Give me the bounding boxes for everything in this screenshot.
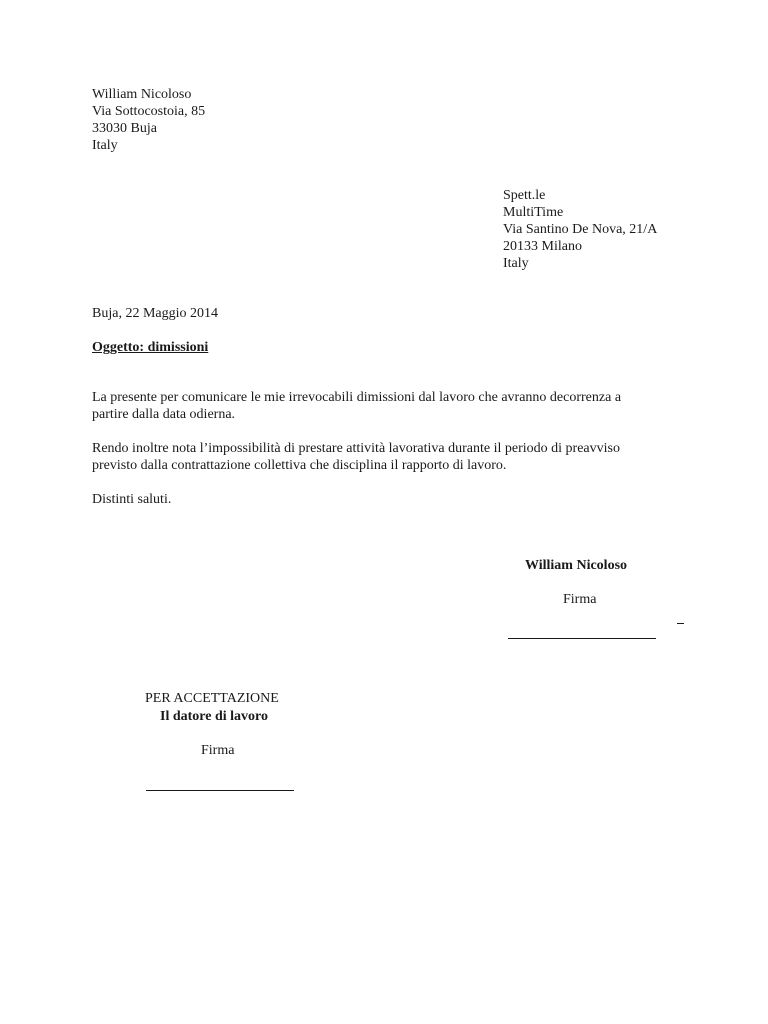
sender-country: Italy [92,138,118,153]
sender-city: 33030 Buja [92,121,157,136]
recipient-street: Via Santino De Nova, 21/A [503,222,658,237]
body-paragraph-2-line-2: previsto dalla contrattazione collettiva che disciplina il rapporto di lavoro. [92,458,507,473]
acceptance-signature-line [146,790,294,791]
sender-address-block [92,86,205,154]
recipient-salutation: Spett.le [503,188,546,203]
body-paragraph-1-line-1: La presente per comunicare le mie irrevocabili dimissioni dal lavoro che avranno decorrenza a [92,390,622,405]
acceptance-firma-label: Firma [201,743,235,758]
closing-line: Distinti saluti. [92,492,172,507]
date-line: Buja, 22 Maggio 2014 [92,306,218,321]
signature-line [508,638,656,639]
signature-firma-label: Firma [563,592,597,607]
sender-street: Via Sottocostoia, 85 [92,104,206,119]
sender-name: William Nicoloso [92,87,192,102]
recipient-city: 20133 Milano [503,239,582,254]
recipient-address-block [503,187,657,272]
body-paragraph-1-line-2: partire dalla data odierna. [92,407,236,422]
body-paragraph-2-line-1: Rendo inoltre nota l’impossibilità di prestare attività lavorativa durante il periodo di preavviso [92,441,620,456]
recipient-company: MultiTime [503,205,564,220]
signature-dash [677,623,684,624]
signature-name: William Nicoloso [525,558,628,573]
acceptance-role: Il datore di lavoro [160,709,268,724]
subject-line: Oggetto: dimissioni [92,340,209,355]
acceptance-heading: PER ACCETTAZIONE [145,691,279,706]
recipient-country: Italy [503,256,529,271]
